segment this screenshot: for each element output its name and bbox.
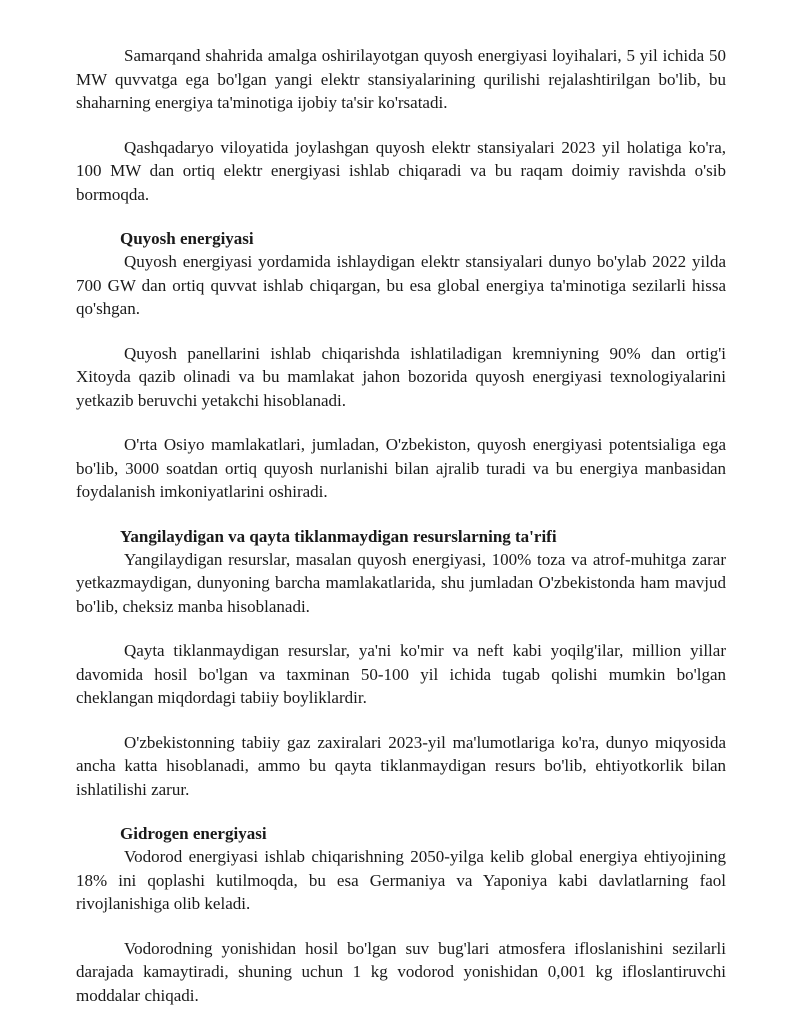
- section-quyosh-energiyasi: [76, 227, 726, 504]
- document-page: [76, 44, 726, 1028]
- paragraph: O'zbekistonning tabiiy gaz zaxiralari 2023-yil ma'lumotlariga ko'ra, dunyo miqyosida ancha katta hisoblanadi, ammo bu qayta tiklanmaydigan resurs bo'lib, ehtiyotkorlik bilan ishlatilishi zarur.: [76, 732, 726, 799]
- paragraph: Qayta tiklanmaydigan resurslar, ya'ni ko'mir va neft kabi yoqilg'ilar, million yillar davomida hosil bo'lgan va taxminan 50-100 yil ichida tugab qolishi mumkin bo'lgan cheklangan miqdordagi tabiiy boyliklardir.: [76, 641, 726, 707]
- paragraph: Quyosh energiyasi yordamida ishlaydigan elektr stansiyalari dunyo bo'ylab 2022 yilda 700 GW dan ortiq quvvat ishlab chiqargan, bu esa global energiya ta'minotiga sezilarli hissa qo'shgan.: [76, 252, 726, 318]
- paragraph: Samarqand shahrida amalga oshirilayotgan quyosh energiyasi loyihalari, 5 yil ichida 50 MW quvvatga ega bo'lgan yangi elektr stansiyalarining qurilishi rejalashtirilgan bo'lib, bu shaharning energiya ta'minotiga ijobiy ta'sir ko'rsatadi.: [76, 46, 726, 112]
- section-resurslar-tarifi: [76, 525, 726, 802]
- paragraph: Yangilaydigan resurslar, masalan quyosh energiyasi, 100% toza va atrof-muhitga zarar yetkazmaydigan, dunyoning barcha mamlakatlarida, shu jumladan O'zbekistonda ham mavjud bo'lib, cheksiz manba hisoblanadi.: [76, 549, 726, 616]
- section-heading: Quyosh energiyasi: [120, 229, 254, 248]
- section-gidrogen-energiyasi: [76, 822, 726, 1007]
- paragraph: O'rta Osiyo mamlakatlari, jumladan, O'zbekiston, quyosh energiyasi potentsialiga ega bo'lib, 3000 soatdan ortiq quyosh nurlanishi bilan ajralib turadi va bu energiya manbasidan foydalanish imkoniyatlarini oshiradi.: [76, 435, 726, 501]
- paragraph: Quyosh panellarini ishlab chiqarishda ishlatiladigan kremniyning 90% dan ortig'i Xitoyda qazib olinadi va bu mamlakat jahon bozorida quyosh energiyasi texnologiyalarini yetkazib beruvchi yetakchi hisoblanadi.: [76, 343, 726, 410]
- section-heading: Yangilaydigan va qayta tiklanmaydigan resurslarning ta'rifi: [120, 526, 557, 546]
- section-heading: Gidrogen energiyasi: [120, 824, 267, 843]
- paragraph: Vodorodning yonishidan hosil bo'lgan suv bug'lari atmosfera ifloslanishini sezilarli darajada kamaytiradi, shuning uchun 1 kg vodorod yonishidan 0,001 kg ifloslantiruvchi moddalar chiqadi.: [76, 938, 726, 1005]
- paragraph: Qashqadaryo viloyatida joylashgan quyosh elektr stansiyalari 2023 yil holatiga ko'ra, 100 MW dan ortiq elektr energiyasi ishlab chiqaradi va bu raqam doimiy ravishda o'sib bormoqda.: [76, 137, 726, 204]
- paragraph: Vodorod energiyasi ishlab chiqarishning 2050-yilga kelib global energiya ehtiyojining 18% ini qoplashi kutilmoqda, bu esa Germaniya va Yaponiya kabi davlatlarning faol rivojlanishiga olib keladi.: [76, 847, 726, 913]
